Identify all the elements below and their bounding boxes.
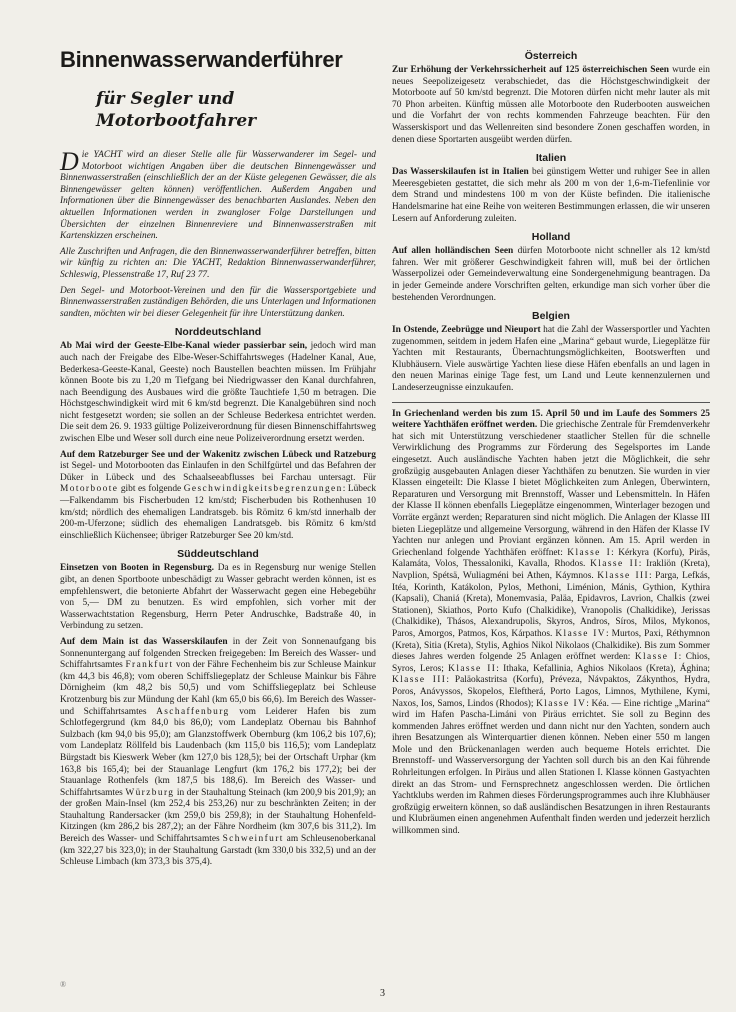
article-belgien: In Ostende, Zeebrügge und Nieuport hat die Zahl der Wassersportler und Yachten zugenommen, seitdem in jedem Hafen eine „Marina“ gebaut wurde, Liegeplätze für Yachten mit Restaurants, Übernachtungsmöglichkeiten, Bootswerften und Klubhäusern. Viele auswärtige Yachten liese diese Häfen ebenfalls an und lagen in den neuen Marinas einige Tage fest, um Land und Leute kennenzulernen und Landeserzeugnisse einzukaufen. bbox=[392, 325, 711, 394]
section-heading-oesterreich: Österreich bbox=[524, 50, 578, 62]
article-geeste-elbe-kanal: Ab Mai wird der Geeste-Elbe-Kanal wieder passierbar sein, jedoch wird man auch nach der Freigabe des Elbe-Weser-Schiffahrtsweges (Hadelner Kanal, Aue, Bederkesa-Geeste-Kanal, Geeste) noch Baustellen beachten müssen. Im Frühjahr können Boote bis zu 1,20 m Tiefgang bei Niedrigwasser den Kanal durchfahren, nach Beendigung des Ausbaues wird die größte Tauchtiefe 1,50 m betragen. Die Höchstgeschwindigkeit wird mit 6 km/std begrenzt. Die Kanalgebühren sind noch nicht festgesetzt worden; sie sollen an der Schleuse Bederkesa entrichtet werden. Die seit dem 26. 9. 1933 gültige Polizeiverordnung für diesen Binnenschiffahrtsweg zwischen Elbe und Weser soll durch eine neue Polizeiverordnung ersetzt werden. bbox=[60, 341, 376, 445]
intro-contact-paragraph: Alle Zuschriften und Anfragen, die den Binnenwasserwanderführer betreffen, bitten wir künftig zu richten an: Die YACHT, Redaktion Binnenwasserwanderführer, Schleswig, Plessenstraße 17, Ruf 23 77. bbox=[60, 246, 376, 280]
drop-cap: D bbox=[60, 147, 79, 176]
right-column bbox=[392, 50, 710, 841]
article-regensburg: Einsetzen von Booten in Regensburg. Da es in Regensburg nur wenige Stellen gibt, an denen Sportboote unbeschädigt zu Wasser gebracht werden können, ist es empfehlenswert, die betonierte Abfahrt der Wasserwacht gegen eine Hebegebühr von 5,— DM zu benutzen. Es wird empfohlen, sich vorher mit der Wasserwachtstation Regensburg, Herrn Peter Andruschke, Badstraße 40, in Verbindung zu setzen. bbox=[60, 563, 376, 632]
section-divider bbox=[392, 402, 710, 403]
article-holland: Auf allen holländischen Seen dürfen Motorboote nicht schneller als 12 km/std fahren. Wer mit größerer Geschwindigkeit fahren will, muß bei der örtlichen Wasserpolizei oder Gemeindeverwaltung eine Sondergenehmigung beantragen. Da in jeder Gemeinde andere Vorschriften gelten, erkundige man sich vorher über die bestehenden Verordnungen. bbox=[392, 246, 710, 303]
page-subtitle: für Segler und Motorbootfahrer bbox=[96, 89, 257, 131]
section-heading-holland: Holland bbox=[531, 231, 571, 244]
article-oesterreich: Zur Erhöhung der Verkehrssicherheit auf 125 österreichischen Seen wurde ein neues Seepolizeigesetz verabschiedet, das die Höchstgeschwindigkeit der Motorboote auf 50 km/std begrenzt. Die Motoren dürfen nicht mehr lauter als mit 70 Phon arbeiten. Künftig müssen alle Motorboote den Ruderbooten ausweichen und die Vorfahrt der von rechts kommenden Fahrzeuge beachten. Für den Wasserskisport und das Wellenreiten sind besondere Zonen geschaffen worden, in denen diese Sportarten ausgeübt werden dürfen. bbox=[392, 65, 710, 145]
left-column bbox=[60, 48, 376, 873]
section-heading-sueddeutschland: Süddeutschland bbox=[177, 548, 259, 561]
section-heading-norddeutschland: Norddeutschland bbox=[174, 326, 262, 339]
intro-paragraph: Die YACHT wird an dieser Stelle alle für Wasserwanderer im Segel- und Motorboot wichtigen Angaben über die deutschen Binnengewässer und Binnenwasserstraßen (einschließlich der an der Küste gelegenen Gewässer, die als Binnengewässer gelten können) veröffentlichen. Außerdem Angaben und Informationen über die Binnengewässer des benachbarten Auslandes. Neben den aktuellen Informationen werden in zwangloser Folge Darstellungen und Übersichten der einzelnen Binnenreviere und Binnenwasserstraßen mit Kartenskizzen erscheinen. bbox=[60, 147, 376, 242]
section-heading-belgien: Belgien bbox=[532, 310, 570, 323]
section-heading-italien: Italien bbox=[535, 152, 567, 165]
page-number: 3 bbox=[380, 988, 385, 999]
intro-thanks-paragraph: Den Segel- und Motorboot-Vereinen und den für die Wassersportgebiete und Binnenwasserstraßen zuständigen Behörden, die uns Unterlagen und Informationen sandten, möchten wir bei dieser Gelegenheit für ihre Unterstützung danken. bbox=[60, 285, 376, 319]
page-title: Binnenwasserwanderführer bbox=[60, 47, 343, 72]
article-main-wasserski: Auf dem Main ist das Wasserskilaufen in der Zeit von Sonnenaufgang bis Sonnenuntergang auf folgenden Strecken freigegeben: Im Bereich des Wasser- und Schiffahrtsamtes Frankfurt von der Fähre Fechenheim bis zur Schleuse Mainkur (km 44,3 bis 46,8); vom oberen Schiffsliegeplatz der Schleuse Mainkur bis Fähre Dörnigheim (km 48,2 bis 50,5) und vom Schiffsliegeplatz bei Schleuse Krotzenburg bis zur Mündung der Kahl (km 65,0 bis 66,6). Im Bereich des Wasser- und Schiffahrtsamtes Aschaffenburg vom Leiderer Hafen bis zum Schlotfegergrund (km 84,0 bis 86,0); vom Landeplatz Obernau bis Bahnhof Sulzbach (km 94,0 bis 95,0); am Glanzstoffwerk Obernburg (km 106,2 bis 107,6); vom Landeplatz Röllfeld bis Laudenbach (km 115,0 bis 116,5); vom Landeplatz Bürgstadt bis Kieswerk Weber (km 127,0 bis 128,5); bei der Ortschaft Urphar (km 163,8 bis 165,4); bei der Stauanlage Lengfurt (km 176,2 bis 177,2); bei der Stauanlage Rothenfels (km 187,5 bis 188,6). Im Bereich des Wasser- und Schiffahrtsamtes Würzburg in der Stauhaltung Steinach (km 200,9 bis 201,9); an der großen Main-Insel (km 252,4 bis 253,26) nur zu beschränkten Zeiten; in der Stauhaltung Randersacker (km 259,0 bis 259,8); in der Stauhaltung Hohenfeld-Kitzingen (km 286,2 bis 287,2); an der Fähre Nordheim (km 307,6 bis 311,2). Im Bereich des Wasser- und Schiffahrtsamtes Schweinfurt am Schleusenoberkanal (km 322,27 bis 323,0); in der Stauhaltung Garstadt (km 330,0 bis 332,5) und an der Schleuse Limbach (km 373,3 bis 375,4). bbox=[60, 636, 376, 868]
article-griechenland: In Griechenland werden bis zum 15. April 50 und im Laufe des Sommers 25 weitere Yachthäfen eröffnet werden. Die griechische Zentrale für Fremdenverkehr hat sich mit Unterstützung verschiedener staatlicher Stellen für die schnelle Verwirklichung des Programms zur Förderung des Segelsportes im Lande eingesetzt. Auch ausländische Yachten haben jetzt die Möglichkeit, die sehr großzügig ausgebauten Anlagen dieser Yachthäfen zu benutzen. Sie wurden in vier Klassen eingeteilt: Die Klasse I bietet Möglichkeiten zum Anlegen, Überwintern, Reparaturen und Versorgung mit Brennstoff, Wasser und Lebensmitteln. In Häfen der Klasse II können ebenfalls Liegeplätze eingenommen, Winterlager bezogen und Vorräte ergänzt werden; Reparaturen sind nicht möglich. Die Anlagen der Klasse III bieten Liegeplätze und allgemeine Versorgung, während in den Häfen der Klasse IV Yachten nur anlegen und Proviant ergänzen können. Am 15. April werden in Griechenland folgende Yachthäfen eröffnet: Klasse I: Kérkyra (Korfu), Piräs, Kalamáta, Volos, Thessaloniki, Kavalla, Rhodos. Klasse II: Irakliön (Kreta), Navplion, Spétsä, Wuliagméni bei Athen, Káymnos. Klasse III: Parga, Lefkás, Itéa, Korinth, Katákolon, Pylos, Methoni, Liménion, Mánis, Gythion, Kythira (Kapsali), Chaniá (Kreta), Monemvasia, Paläa, Epidavros, Lavrion, Chalkis (zwei Stationen), Skiathos, Porto Kufo (Chalkidike), Vranopolis (Chalkidike), Jerissas (Chalkidike), Thásos, Alexandrupolis, Skyros, Andros, Síros, Milos, Mykonos, Paros, Amorgos, Patmos, Kos, Kárpathos. Klasse IV: Murtos, Paxi, Réthymnon (Kreta), Sitia (Kreta), Stylis, Aghios Nikol Nikolaos (Chalkidike). Bis zum Sommer dieses Jahres werden folgende 25 Anlagen eröffnet werden: Klasse I: Chios, Syros, Leros; Klasse II: Ithaka, Kefallinia, Aghios Nikolaos (Kreta), Ághina; Klasse III: Paläokastritsa (Korfu), Préveza, Návpaktos, Zákynthos, Hydra, Poros, Anávyssos, Skopelos, Eleftherá, Porto Lagos, Limnos, Mythilene, Kymi, Naxos, Ios, Samos, Lindos (Rhodos); Klasse IV: Kéa. — Eine richtige „Marina“ wird im Hafen Pascha-Limáni von Piräus errichtet. Sie soll zu Beginn des kommenden Jahres eröffnet werden und dann nicht nur den Yachten, sondern auch ihren Besatzungen als Winterquartier dienen können. Neben einer 550 m langen Mole und den Brückenanlagen werden auch bequeme Hotels errichtet. Die Brennstoff- und Wasserversorgung der Yachten soll durch bis an den Kai führende Rohrleitungen erfolgen. In Piräus und allen Stationen I. Klasse können Gastyachten direkt an das Strom- und Fernsprechnetz angeschlossen werden. Die örtlichen Yachtklubs werden im Rahmen dieses Förderungsprogrammes auch ihre Klubhäuser großzügig erweitern können, so daß ausländischen Besatzungen in ihren Restaurants und Klubräumen einen angenehmen Aufenthalt finden werden und jederzeit herzlich willkommen sind. bbox=[392, 408, 711, 837]
article-ratzeburger-see: Auf dem Ratzeburger See und der Wakenitz zwischen Lübeck und Ratzeburg ist Segel- und Motorbooten das Einlaufen in den Schilfgürtel und das Befahren der Düker in Lübeck und des Schaalseeabflusses bei Farchau untersagt. Für Motorboote gibt es folgende Geschwindigkeitsbegrenzungen: Lübeck—Falkendamm bis Fischerbuden 12 km/std; Fischerbuden bis Rothenhusen 10 km/std; nördlich des ehemaligen Landratsgeb. bis Römitz 6 km/std innerhalb der 200-m-Uferzone; südlich des ehemaligen Landratsgeb. bis Römitz 6 km/std einschließlich Küchensee; übriger Ratzeburger See 20 km/std. bbox=[60, 449, 377, 541]
article-italien: Das Wasserskilaufen ist in Italien bei günstigem Wetter und ruhiger See in allen Meeresgebieten gestattet, die sich mehr als 200 m von der 1,6-m-Tiefenlinie vor dem Strand und mindestens 100 m von der Küste befinden. Die italienische Handelsmarine hat eine Reihe von weiteren Bestimmungen erlassen, die wir unseren Lesern auf Anforderung zuleiten. bbox=[392, 167, 710, 224]
registered-mark: ® bbox=[60, 980, 67, 989]
